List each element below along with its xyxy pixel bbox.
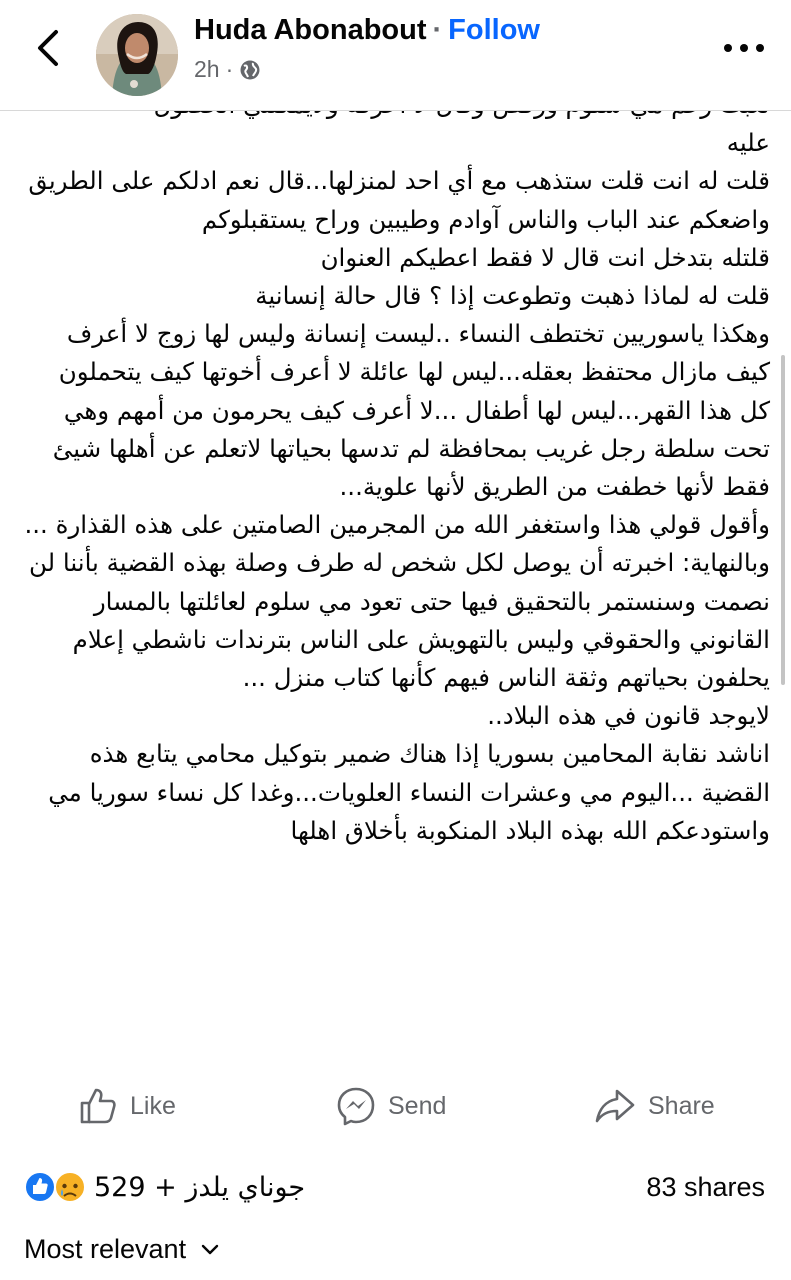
avatar-image <box>96 14 178 96</box>
thumbs-up-icon <box>78 1086 118 1126</box>
post-line: اناشد نقابة المحامين بسوريا إذا هناك ضمير بتوكيل محامي يتابع هذه القضية ...اليوم مي وعشرات النساء العلويات...وغدا كل نساء سوريا مي <box>48 739 770 807</box>
more-options-button[interactable] <box>720 36 768 60</box>
globe-icon <box>239 59 261 81</box>
post-line: لايوجد قانون في هذه البلاد.. <box>487 701 770 731</box>
reaction-summary <box>0 1160 791 1212</box>
share-arrow-icon <box>594 1086 636 1126</box>
post-line: وبالنهاية: اخبرته أن يوصل لكل شخص له طرف وصلة بهذه القضية بأننا لن نصمت وسنستمر بالتحقيق فيها حتى تعود مي سلوم لعائلتها بالمسار القانوني والحقوقي وليس بالتهويش على الناس بترندات ناشطي إعلام يحلفون بحياتهم وثقة الناس فيهم كأنها كتاب منزل ... <box>29 548 770 693</box>
like-label: Like <box>130 1091 176 1120</box>
reaction-count[interactable]: جوناي يلدز + 529 <box>94 1172 306 1203</box>
sad-reaction-icon <box>55 1172 85 1202</box>
like-button[interactable] <box>78 1083 176 1129</box>
post-meta <box>194 56 261 83</box>
post-line: قلتله بتدخل انت قال لا فقط اعطيكم العنوان <box>320 242 770 272</box>
post-line: عليه <box>726 128 770 158</box>
reaction-icons[interactable] <box>24 1170 90 1204</box>
messenger-icon <box>336 1086 376 1126</box>
more-horizontal-icon <box>720 36 768 60</box>
meta-separator: · <box>225 56 234 82</box>
post-timestamp[interactable]: 2h <box>194 56 220 82</box>
share-button[interactable] <box>594 1083 715 1129</box>
post-header <box>0 0 791 110</box>
post-line: واستودعكم الله بهذه البلاد المنكوبة بأخلاق اهلها <box>290 815 770 845</box>
post-actions <box>0 1075 791 1137</box>
post-body <box>0 100 791 1050</box>
shares-count[interactable]: 83 shares <box>646 1172 765 1202</box>
like-reaction-icon <box>25 1172 55 1202</box>
comment-sort-button[interactable] <box>24 1234 220 1265</box>
header-divider <box>0 110 791 111</box>
author-avatar[interactable] <box>96 14 178 96</box>
share-label: Share <box>648 1091 715 1120</box>
chevron-down-icon <box>200 1243 220 1257</box>
scrollbar[interactable] <box>781 355 785 685</box>
author-name[interactable]: Huda Abonabout <box>194 14 427 46</box>
post-line: قلت له انت قلت ستذهب مع أي احد لمنزلها...قال نعم ادلكم على الطريق واضعكم عند الباب والناس آوادم وطيبين وراح يستقبلوكم <box>28 166 770 234</box>
post-line: وهكذا ياسوريين تختطف النساء ..ليست إنسانة وليس لها زوج لا أعرف كيف مازال محتفظ بعقله...ليس لها عائلة لا أعرف أخوتها كيف يتحملون كل هذا القهر...ليس لها أطفال ...لا أعرف كيف يحرمون من أمهم وهي تحت سلطة رجل غريب بمحافظة لم تدسها بحياتها لاتعلم عن أهلها شيئ فقط لأنها خطفت من الطريق لأنها علوية... <box>52 319 770 502</box>
post-text <box>22 100 770 850</box>
author-line <box>194 14 540 47</box>
back-button[interactable] <box>28 24 72 72</box>
follow-button[interactable]: Follow <box>448 14 540 46</box>
reaction-icons-graphic <box>24 1170 90 1204</box>
chevron-left-icon <box>28 24 72 72</box>
post-line: قلت له لماذا ذهبت وتطوعت إذا ؟ قال حالة إنسانية <box>255 281 770 311</box>
send-button[interactable] <box>336 1083 446 1129</box>
send-label: Send <box>388 1091 447 1120</box>
post-line: وأقول قولي هذا واستغفر الله من المجرمين الصامتين على هذه القذارة ... <box>24 510 770 540</box>
name-separator: · <box>432 14 443 46</box>
sort-label: Most relevant <box>24 1234 187 1264</box>
